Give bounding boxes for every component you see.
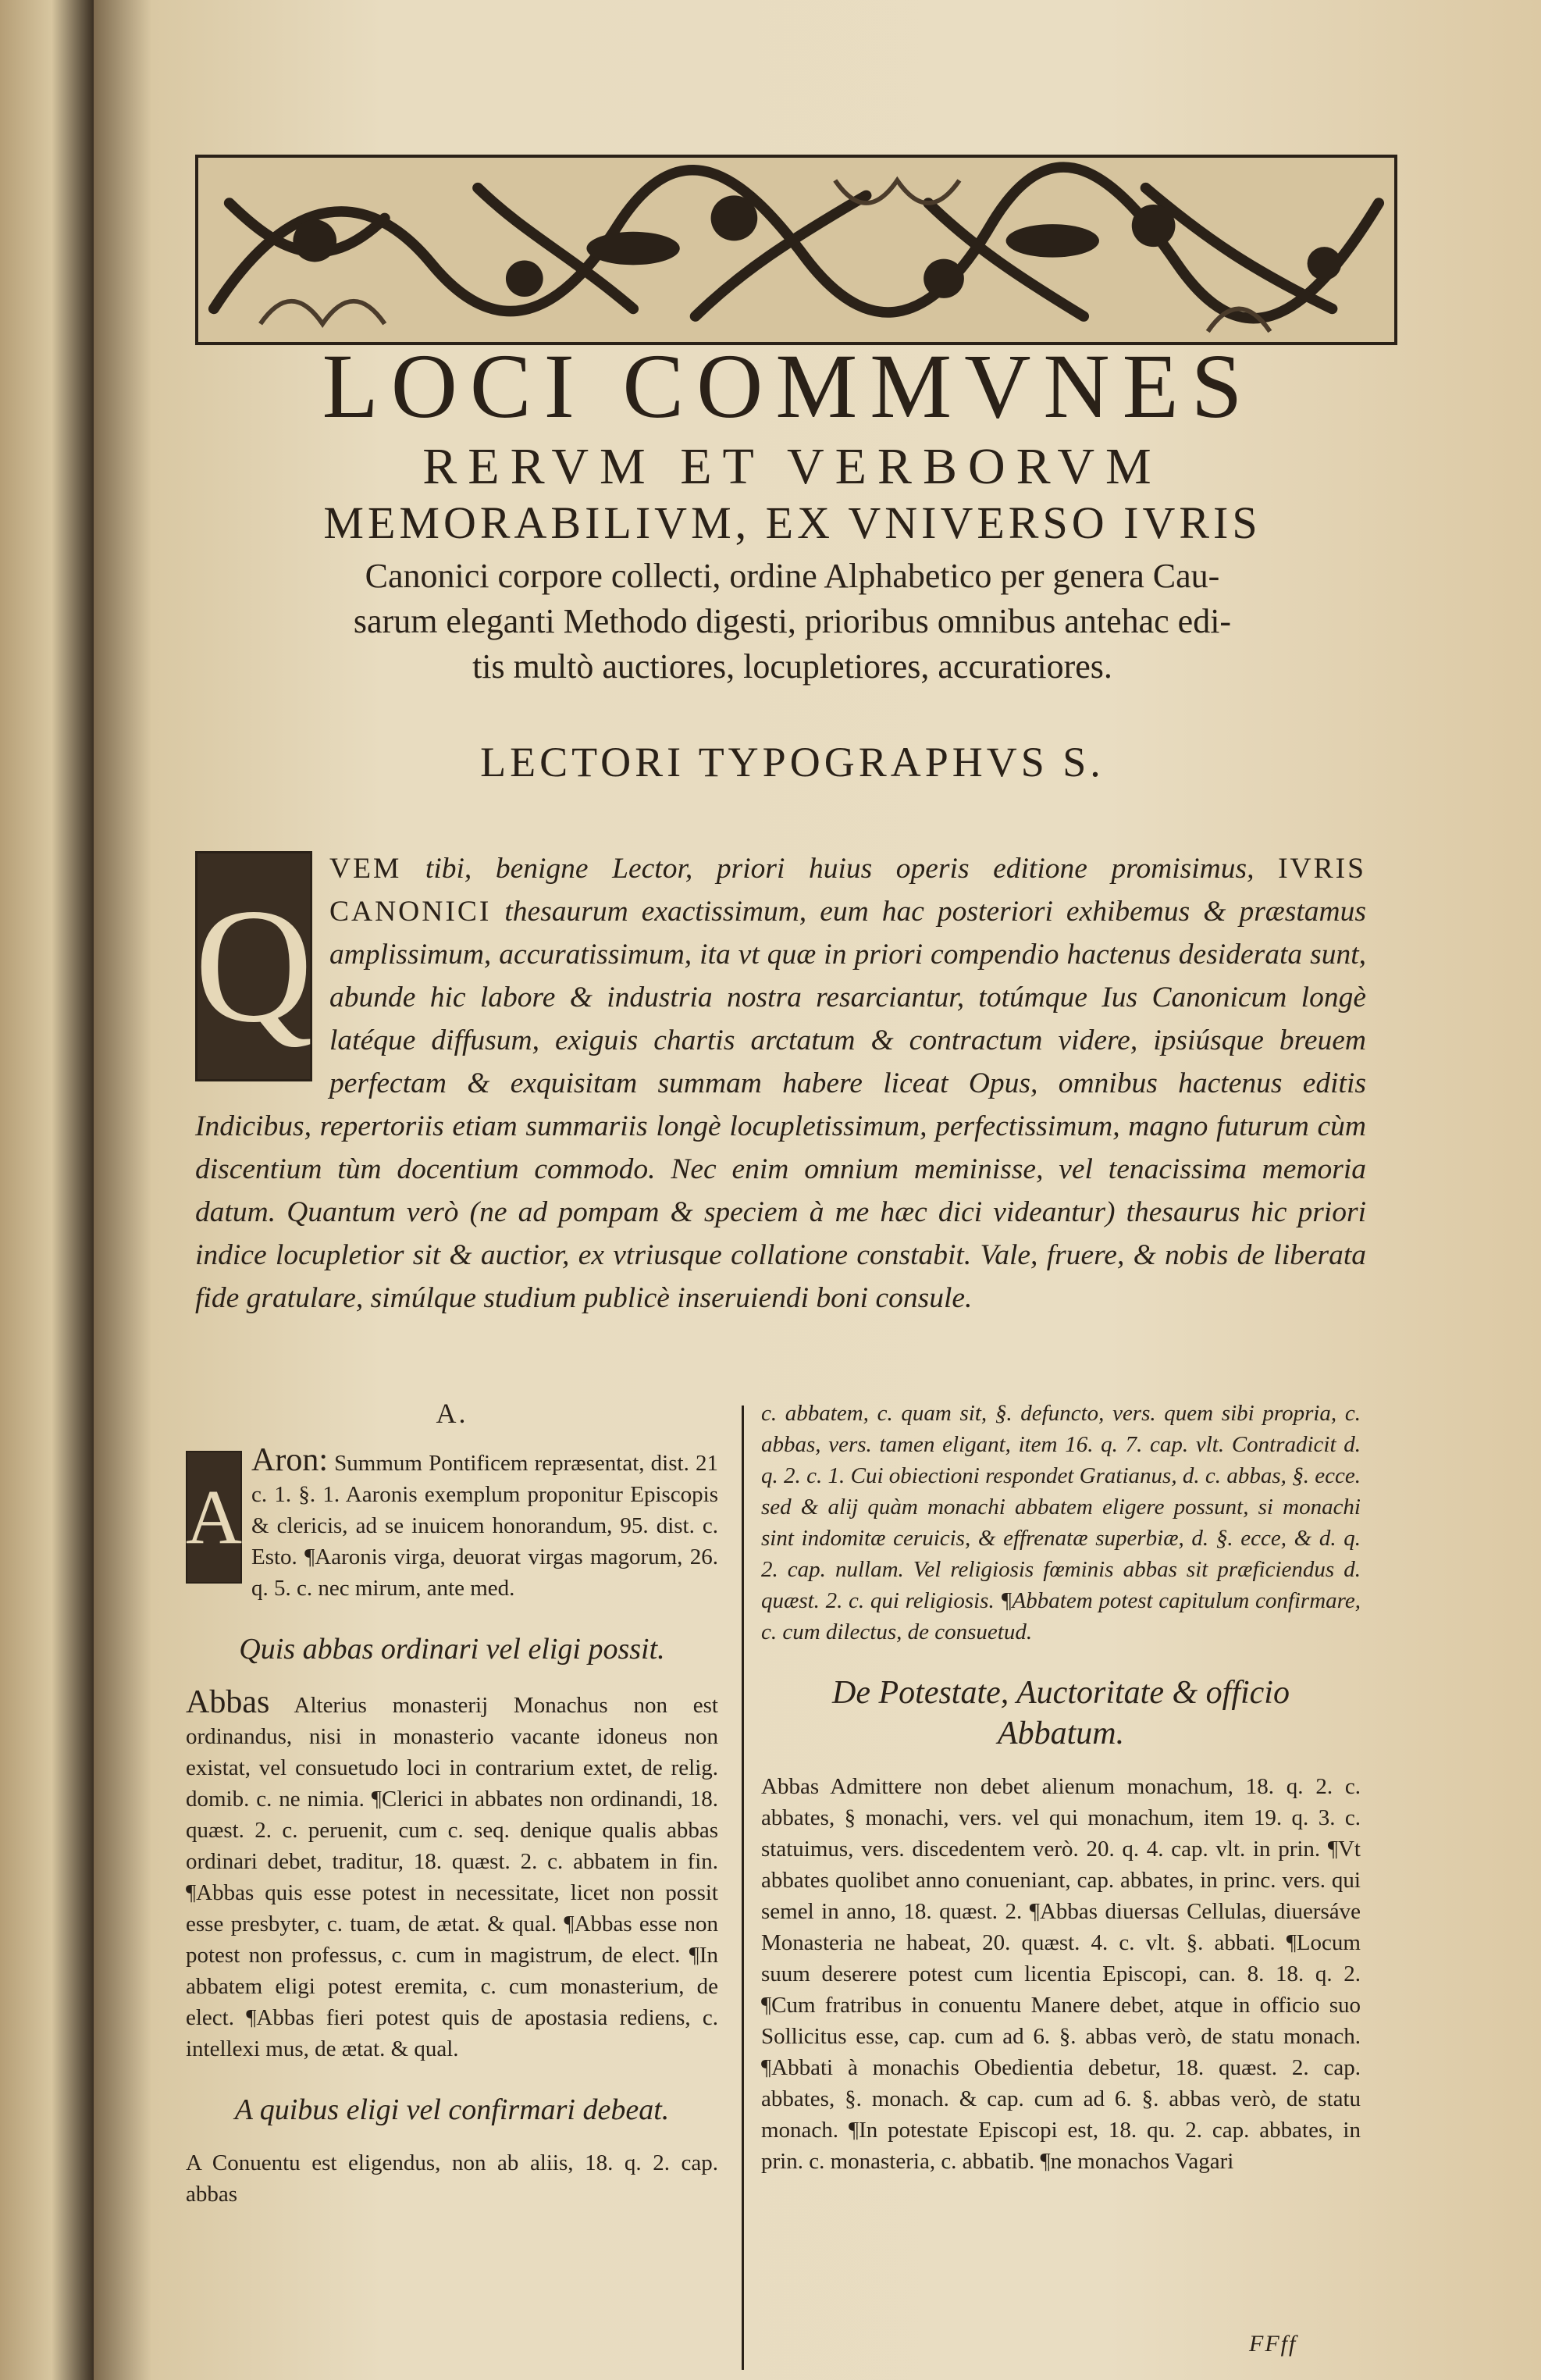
preface-lead-word: VEM bbox=[329, 853, 402, 885]
preface-text-2: thesaurum exactissimum, eum hac posteriori exhibemus & præstamus amplissimum, accuratissimum, ita vt quæ in priori compendio hactenus desiderata sunt, abunde hic labore & industria nostra resarciantur, totúmque Ius Canonicum longè latéque diffusum, exiguis chartis arctatum & contractum videre, ipsiúsque breuem perfectam & exquisitam summam habere liceat Opus, omnibus hactenus editis Indicibus, repertoriis etiam summariis longè locupletissimum, perfectissimum, magno futurum cùm discentium tùm docentium commodo. Nec enim omnium meminisse, vel tenacissima memoria datum. Quantum verò (ne ad pompam & speciem à me hæc dici videantur) thesaurus hic priori indice locupletior sit & auctior, ex vtriusque collatione constabit. Vale, fruere, & nobis de liberata fide gratulare, simúlque studium publicè inseruiendi boni consule. bbox=[195, 896, 1366, 1314]
left-column bbox=[186, 1398, 718, 2210]
signature-mark: FFff bbox=[1249, 2331, 1297, 2357]
preface-smallcaps: IVRIS CANONICI bbox=[329, 853, 1366, 928]
title-line-5: sarum eleganti Methodo digesti, prioribus omnibus antehac edi- bbox=[353, 602, 1232, 640]
facing-page-edge bbox=[0, 0, 94, 2380]
woodcut-headpiece bbox=[195, 155, 1397, 345]
entry-continued: c. abbatem, c. quam sit, §. defuncto, vers. quem sibi propria, c. abbas, vers. tamen eligant, item 16. q. 7. cap. vlt. Contradicit d. q. 2. c. 1. Cui obiectioni respondet Gratianus, d. c. abbas, §. ecce. sed & alij quàm monachi abbatem eligere possunt, si monachi sint indomitæ ceruicis, & effrenatæ superbiæ, d. §. ecce, & d. q. 2. cap. nullam. Vel religiosis fœminis abbas sit præficiendus d. quæst. 2. c. qui religiosis. ¶Abbatem potest capitulum confirmare, c. cum dilectus, de consuetud. bbox=[761, 1401, 1361, 1644]
foliate-ornament-icon bbox=[198, 158, 1394, 342]
section-letter: A. bbox=[436, 1398, 468, 1429]
preface-text-1: tibi, benigne Lector, priori huius operis editione promisimus, bbox=[401, 853, 1279, 885]
column-divider bbox=[742, 1406, 744, 2370]
title-line-4: Canonici corpore collecti, ordine Alphabetico per genera Cau- bbox=[365, 557, 1220, 595]
book-page bbox=[94, 0, 1541, 2380]
subheading-line-1: De Potestate, Auctoritate & officio bbox=[832, 1675, 1290, 1711]
title-line-2: RERVM ET VERBORVM bbox=[422, 438, 1162, 495]
right-column bbox=[761, 1398, 1361, 2177]
lemma-abbas: Abbas bbox=[186, 1684, 270, 1720]
entry-potestate: Abbas Admittere non debet alienum monachum, 18. q. 2. c. abbates, § monachi, vers. vel qui monachum, item 19. q. 3. c. statuimus, vers. discedentem verò. 20. q. 4. cap. vlt. in prin. ¶Vt abbates quolibet anno conueniant, cap. abbates, in princ. vers. qui semel in anno, 18. quæst. 2. ¶Abbas diuersas Cellulas, diuersáve Monasteria ne habeat, 20. quæst. 4. c. vlt. §. abbati. ¶Locum suum deserere potest cum licentia Episcopi, can. 8. 18. q. 2. ¶Cum fratribus in conuentu Manere debet, atque in officio suo Sollicitus esse, cap. cum ad 6. §. abbas verò, de statu monach. ¶Abbati à monachis Obedientia debetur, 18. quæst. 2. cap. abbates, §. monach. & cap. cum ad 6. §. abbas verò, de statu monach. ¶In potestate Episcopi est, 18. qu. 2. cap. abbates, in prin. c. monasteria, c. abbatib. ¶ne monachos Vagari bbox=[761, 1774, 1361, 2174]
lemma-aron: Aron: bbox=[251, 1442, 328, 1478]
entry-abbas bbox=[186, 1684, 718, 2065]
entry-aron bbox=[185, 1442, 718, 1604]
subheading-de-potestate bbox=[761, 1673, 1361, 1754]
entry-aron-text: Summum Pontificem repræsentat, dist. 21 c. 1. §. 1. Aaronis exemplum proponitur Episcopis & clericis, ad se inuicem honorandum, 95. dist. c. Esto. ¶Aaronis virga, deuorat virgas magorum, 26. q. 5. c. nec mirum, ante med. bbox=[251, 1451, 718, 1601]
subheading-quis-abbas: Quis abbas ordinari vel eligi possit. bbox=[239, 1633, 665, 1666]
subheading-line-2: Abbatum. bbox=[997, 1716, 1125, 1751]
title-line-3: MEMORABILIVM, EX VNIVERSO IVRIS bbox=[323, 497, 1262, 548]
preface-text bbox=[195, 847, 1366, 1363]
preface-heading: LECTORI TYPOGRAPHVS S. bbox=[480, 739, 1105, 786]
entry-conuentu: A Conuentu est eligendus, non ab aliis, 18. q. 2. cap. abbas bbox=[186, 2150, 718, 2207]
entry-abbas-text: Alterius monasterij Monachus non est ordinandus, nisi in monasterio vacante idoneus non existat, vel consuetudo loci in contrarium extet, de relig. domib. c. ne nimia. ¶Clerici in abbates non ordinandi, 18. quæst. 2. c. peruenit, cum c. seq. denique qualis abbas ordinari debet, traditur, 18. quæst. 2. c. abbatem in fin. ¶Abbas quis esse potest in necessitate, licet non possit esse presbyter, c. tuam, de ætat. & qual. ¶Abbas esse non potest non professus, c. cum in magistrum, de elect. ¶In abbatem eligi potest eremita, c. cum monasterium, de elect. ¶Abbas fieri potest quis de apostasia rediens, c. intellexi mus, de ætat. & qual. bbox=[186, 1693, 718, 2061]
subheading-a-quibus: A quibus eligi vel confirmari debeat. bbox=[234, 2093, 670, 2126]
main-title: LOCI COMMVNES bbox=[322, 335, 1255, 437]
decorated-initial-q: Q bbox=[195, 851, 312, 1081]
decorated-initial-a: A bbox=[186, 1451, 242, 1584]
title-line-6: tis multò auctiores, locupletiores, accuratiores. bbox=[472, 647, 1112, 686]
